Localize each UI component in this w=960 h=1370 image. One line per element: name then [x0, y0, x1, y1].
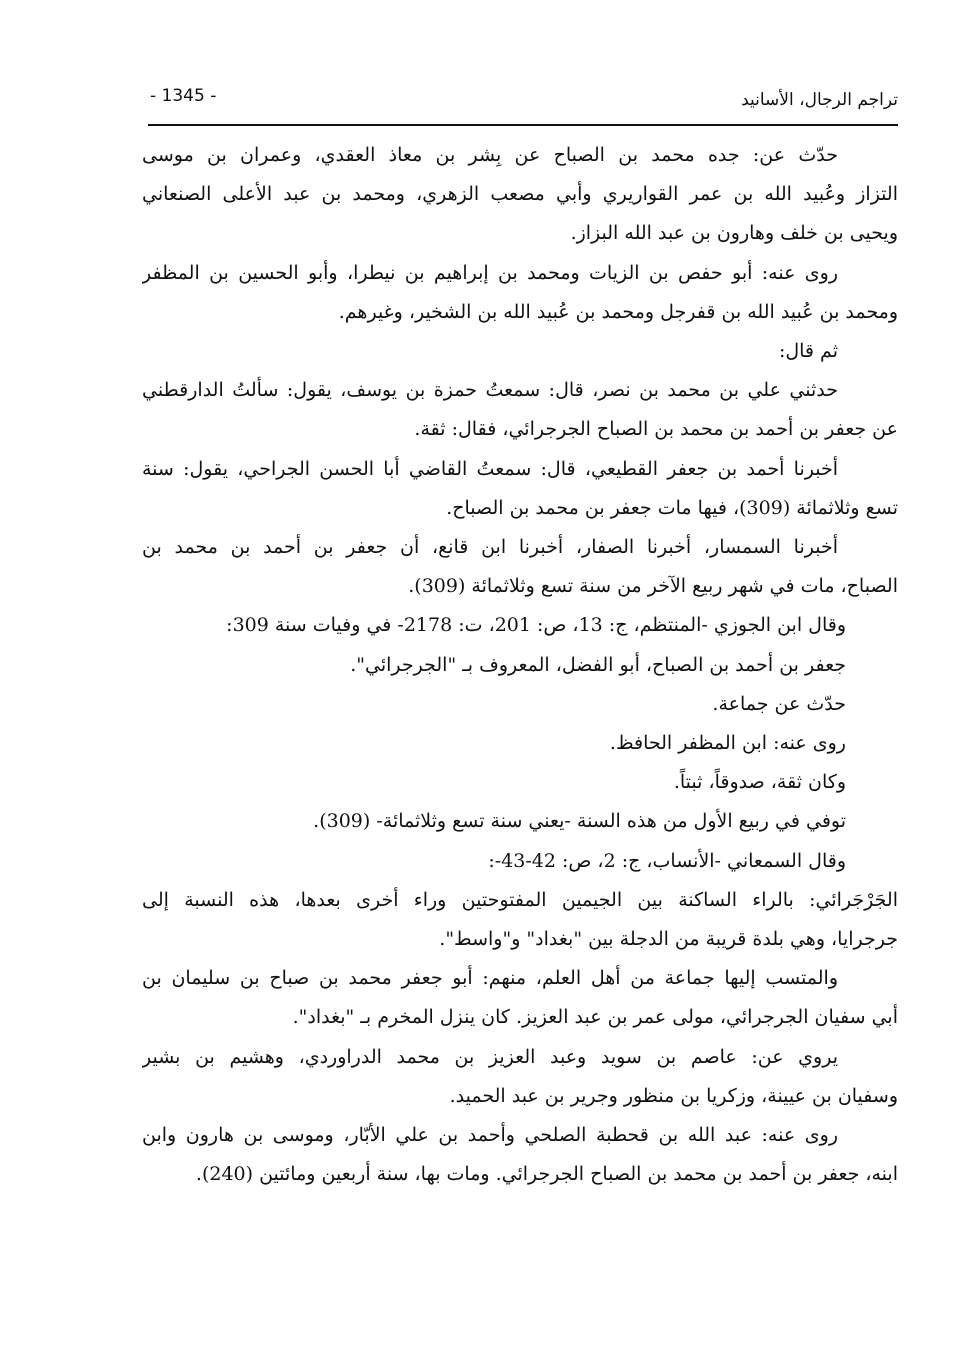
text-line: روى عنه: ابن المظفر الحافظ. [609, 732, 846, 755]
header-rule [148, 124, 898, 126]
running-title: تراجم الرجال، الأسانيد [741, 90, 898, 110]
text-line: الصباح، مات في شهر ربيع الآخر من سنة تسع وثلاثمائة (309). [408, 575, 898, 598]
text-line: توفي في ربيع الأول من هذه السنة -يعني سنة تسع وثلاثمائة- (309). [313, 810, 846, 833]
text-line: ثم قال: [778, 340, 838, 363]
text-line: جعفر بن أحمد بن الصباح، أبو الفضل، المعروف بـ "الجرجرائي". [350, 653, 846, 676]
text-line: جرجرايا، وهي بلدة قريبة من الدجلة بين "بغداد" و"واسط". [439, 928, 898, 951]
text-line: روى عنه: أبو حفص بن الزيات ومحمد بن إبراهيم بن نيطرا، وأبو الحسين بن المظفر [142, 261, 838, 284]
text-line: عن جعفر بن أحمد بن محمد بن الصباح الجرجرائي، فقال: ثقة. [414, 418, 898, 441]
text-body [142, 136, 898, 1194]
text-line: حدّث عن جماعة. [712, 692, 846, 715]
page-number: - 1345 - [150, 86, 217, 106]
text-line: أخبرنا أحمد بن جعفر القطيعي، قال: سمعتُ القاضي أبا الحسن الجراحي، يقول: سنة [142, 457, 838, 480]
text-line: ومحمد بن عُبيد الله بن قفرجل ومحمد بن عُبيد الله بن الشخير، وغيرهم. [338, 300, 898, 323]
text-line: وسفيان بن عيينة، وزكريا بن منظور وجرير بن عبد الحميد. [449, 1084, 898, 1107]
text-line: ابنه، جعفر بن أحمد بن محمد بن الصباح الجرجرائي. ومات بها، سنة أربعين ومائتين (240). [195, 1163, 898, 1186]
text-line: يروي عن: عاصم بن سويد وعبد العزيز بن محمد الدراوردي، وهشيم بن بشير [142, 1045, 838, 1068]
text-line: أخبرنا السمسار، أخبرنا الصفار، أخبرنا ابن قانع، أن جعفر بن أحمد بن محمد بن [142, 536, 838, 559]
text-line: وقال السمعاني -الأنساب، ج: 2، ص: 42-43-: [488, 849, 846, 872]
text-line: حدثني علي بن محمد بن نصر، قال: سمعتُ حمزة بن يوسف، يقول: سألتُ الدارقطني [142, 379, 838, 402]
text-line: تسع وثلاثمائة (309)، فيها مات جعفر بن محمد بن الصباح. [446, 496, 898, 519]
text-line: روى عنه: عبد الله بن قحطبة الصلحي وأحمد بن علي الأبّار، وموسى بن هارون وابن [142, 1124, 838, 1147]
text-line: التزاز وعُبيد الله بن عمر القواريري وأبي مصعب الزهري، ومحمد بن عبد الأعلى الصنعاني [142, 183, 898, 206]
text-line: أبي سفيان الجرجرائي، مولى عمر بن عبد العزيز. كان ينزل المخرم بـ "بغداد". [292, 1006, 898, 1029]
text-line: وكان ثقة، صدوقاً، ثبتاً. [673, 771, 846, 794]
text-line: حدّث عن: جده محمد بن الصباح عن بِشر بن معاذ العقدي، وعمران بن موسى [142, 144, 838, 166]
text-line: والمتسب إليها جماعة من أهل العلم، منهم: أبو جعفر محمد بن صباح بن سليمان بن [142, 967, 838, 990]
text-line: وقال ابن الجوزي -المنتظم، ج: 13، ص: 201، ت: 2178- في وفيات سنة 309: [226, 614, 846, 637]
text-line: ويحيى بن خلف وهارون بن عبد الله البزاز. [570, 222, 898, 245]
text-line: الجَرْجَرائي: بالراء الساكنة بين الجيمين المفتوحتين وراء أخرى بعدها، هذه النسبة إلى [142, 888, 898, 911]
